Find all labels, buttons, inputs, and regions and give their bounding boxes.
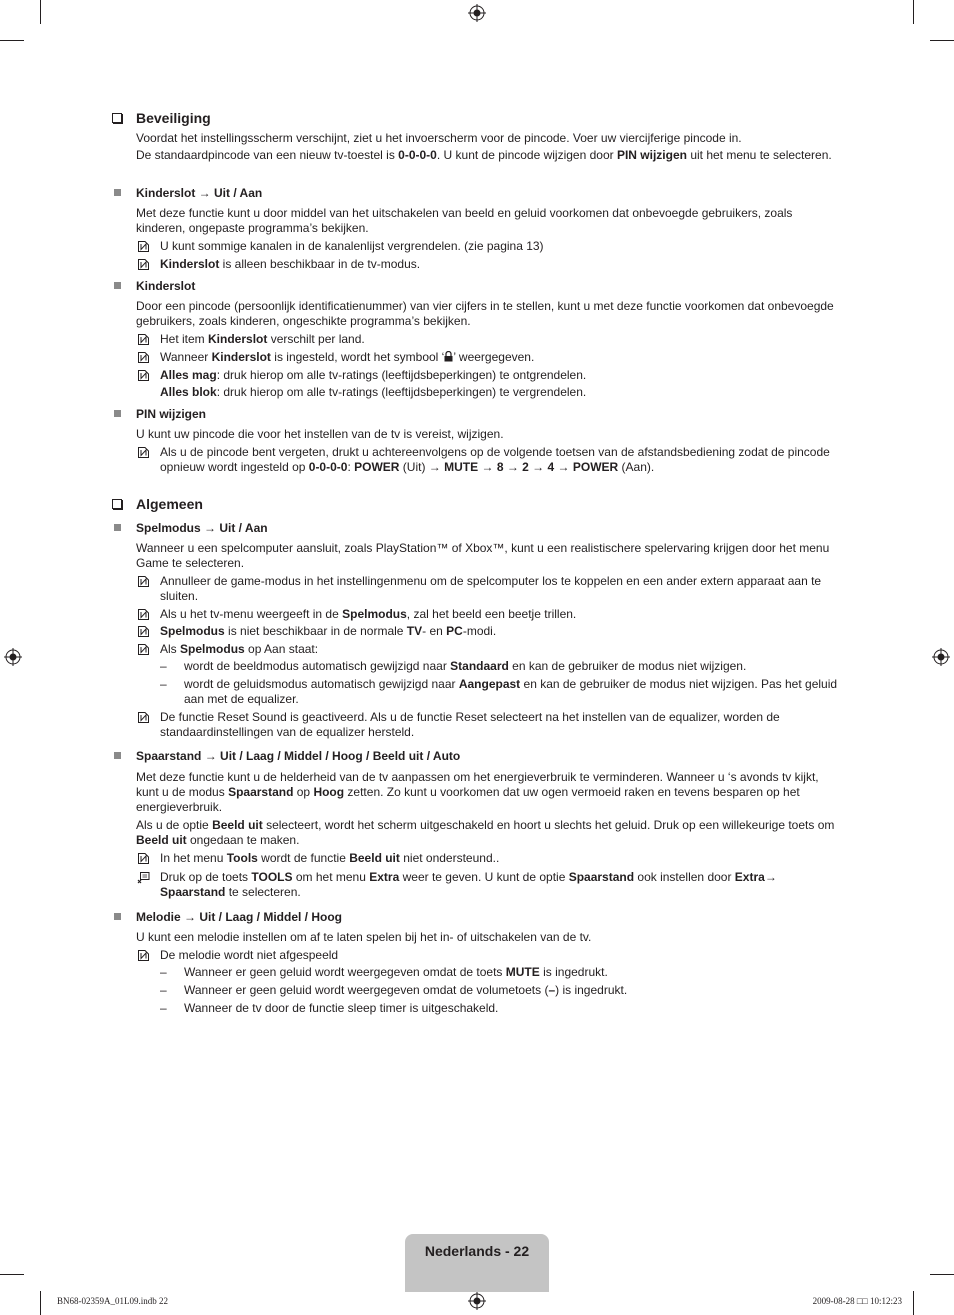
paragraph: Met deze functie kunt u de helderheid van de tv aanpassen om het energieverbruik te verminderen. Wanneer u ‘s avonds tv kijkt, kunt u de modus Spaarstand op Hoog zetten. Zo kunt u voorkomen dat uw ogen vermoeid raken en tevens besparen op het energieverbruik. — [136, 770, 819, 814]
note-continuation: Alles blok: druk hierop om alle tv-ratings (leeftijdsbeperkingen) te vergrendelen. — [160, 385, 587, 399]
note-icon — [137, 711, 150, 724]
registration-mark-icon — [468, 4, 486, 22]
crop-mark — [930, 1274, 954, 1275]
dash-list-item: – Wanneer de tv door de functie sleep timer is uitgeschakeld. — [160, 1001, 499, 1015]
note-icon — [137, 575, 150, 588]
registration-mark-icon — [468, 1292, 486, 1310]
item-title: Spaarstand → Uit / Laag / Middel / Hoog / Beeld uit / Auto — [136, 749, 461, 763]
note-icon — [137, 240, 150, 253]
checkbox-bullet-icon — [112, 499, 122, 509]
tools-note: Druk op de toets TOOLS om het menu Extra weer te geven. U kunt de optie Spaarstand ook instellen door Extra→ Spaarstand te selecteren. — [136, 870, 844, 900]
note: U kunt sommige kanalen in de kanalenlijst vergrendelen. (zie pagina 13) — [136, 239, 844, 254]
square-bullet-icon — [114, 913, 121, 920]
checkbox-bullet-icon — [112, 113, 122, 123]
note: Alles mag: druk hierop om alle tv-ratings (leeftijdsbeperkingen) te ontgrendelen. — [136, 368, 844, 383]
note: Spelmodus is niet beschikbaar in de normale TV- en PC-modi. — [136, 624, 844, 639]
square-bullet-icon — [114, 524, 121, 531]
note: Als Spelmodus op Aan staat: — [136, 642, 844, 657]
crop-mark — [930, 40, 954, 41]
note: Wanneer Kinderslot is ingesteld, wordt het symbool ‘ ’ weergegeven. — [136, 350, 844, 365]
note: Annulleer de game-modus in het instellingenmenu om de spelcomputer los te koppelen en een ander extern apparaat aan te sluiten. — [136, 574, 844, 604]
paragraph: Als u de optie Beeld uit selecteert, wordt het scherm uitgeschakeld en hoort u slechts het geluid. Druk op een willekeurige toets om Beeld uit ongedaan te maken. — [136, 818, 835, 847]
square-bullet-icon — [114, 282, 121, 289]
note-icon — [137, 643, 150, 656]
note-icon — [137, 446, 150, 459]
tools-icon — [137, 871, 150, 884]
crop-mark — [0, 1274, 24, 1275]
square-bullet-icon — [114, 189, 121, 196]
dash-list-item: – Wanneer er geen geluid wordt weergegeven omdat de volumetoets (–) is ingedrukt. — [160, 983, 628, 997]
registration-mark-icon — [932, 648, 950, 666]
note-icon — [137, 852, 150, 865]
note-icon — [137, 351, 150, 364]
item-title: Kinderslot — [136, 279, 196, 293]
print-slug-left: BN68-02359A_01L09.indb 22 — [57, 1296, 168, 1306]
paragraph: Voordat het instellingsscherm verschijnt, ziet u het invoerscherm voor de pincode. Voer uw viercijferige pincode in. — [136, 131, 742, 145]
square-bullet-icon — [114, 752, 121, 759]
note-icon — [137, 369, 150, 382]
paragraph: Wanneer u een spelcomputer aansluit, zoals PlayStation™ of Xbox™, kunt u een realistischere spelervaring krijgen door het menu Game te selecteren. — [136, 541, 830, 570]
crop-mark — [913, 1291, 914, 1315]
crop-mark — [40, 1291, 41, 1315]
item-title: Kinderslot → Uit / Aan — [136, 186, 263, 200]
note: Kinderslot is alleen beschikbaar in de tv-modus. — [136, 257, 844, 272]
note-icon — [137, 625, 150, 638]
note: In het menu Tools wordt de functie Beeld uit niet ondersteund.. — [136, 851, 844, 866]
paragraph: Met deze functie kunt u door middel van het uitschakelen van beeld en geluid voorkomen dat onbevoegde gebruikers, zoals kinderen, ongepaste programma’s bekijken. — [136, 206, 793, 235]
paragraph: U kunt een melodie instellen om af te laten spelen bij het in- of uitschakelen van de tv. — [136, 930, 592, 944]
paragraph: U kunt uw pincode die voor het instellen van de tv is vereist, wijzigen. — [136, 427, 504, 441]
dash-list-item: – wordt de geluidsmodus automatisch gewijzigd naar Aangepast en kan de gebruiker de modus niet wijzigen. Pas het geluid aan met de equalizer. — [160, 677, 838, 706]
square-bullet-icon — [114, 410, 121, 417]
item-title: Spelmodus → Uit / Aan — [136, 521, 268, 535]
note: Als u het tv-menu weergeeft in de Spelmodus, zal het beeld een beetje trillen. — [136, 607, 844, 622]
dash-list-item: – wordt de beeldmodus automatisch gewijzigd naar Standaard en kan de gebruiker de modus niet wijzigen. — [160, 659, 747, 673]
note: De functie Reset Sound is geactiveerd. Als u de functie Reset selecteert na het instellen van de equalizer, worden de standaardinstellingen van de equalizer hersteld. — [136, 710, 844, 740]
note-icon — [137, 949, 150, 962]
registration-mark-icon — [4, 648, 22, 666]
dash-list-item: – Wanneer er geen geluid wordt weergegeven omdat de toets MUTE is ingedrukt. — [160, 965, 608, 979]
note-icon — [137, 608, 150, 621]
item-title: PIN wijzigen — [136, 407, 207, 421]
section-title: Algemeen — [136, 496, 203, 512]
note-icon — [137, 333, 150, 346]
note: Als u de pincode bent vergeten, drukt u achtereenvolgens op de volgende toetsen van de afstandsbediening zodat de pincode opnieuw wordt ingesteld op 0-0-0-0: POWER (Uit) → MUTE → 8 → 2 → 4 → POWER (Aan). — [136, 445, 844, 475]
crop-mark — [913, 0, 914, 24]
paragraph: De standaardpincode van een nieuw tv-toestel is 0-0-0-0. U kunt de pincode wijzigen door PIN wijzigen uit het menu te selecteren. — [136, 148, 832, 162]
lock-icon — [444, 351, 453, 362]
crop-mark — [0, 40, 24, 41]
crop-mark — [40, 0, 41, 24]
page-number-label: Nederlands - 22 — [424, 1243, 530, 1259]
print-slug-right: 2009-08-28 □□ 10:12:23 — [812, 1296, 902, 1306]
note-icon — [137, 258, 150, 271]
item-title: Melodie → Uit / Laag / Middel / Hoog — [136, 910, 343, 924]
paragraph: Door een pincode (persoonlijk identificatienummer) van vier cijfers in te stellen, kunt u met deze functie voorkomen dat onbevoegde gebruikers, zoals kinderen, ongeschikte programma’s bekijken. — [136, 299, 834, 328]
section-title: Beveiliging — [136, 110, 211, 126]
note: Het item Kinderslot verschilt per land. — [136, 332, 844, 347]
note: De melodie wordt niet afgespeeld — [136, 948, 844, 963]
